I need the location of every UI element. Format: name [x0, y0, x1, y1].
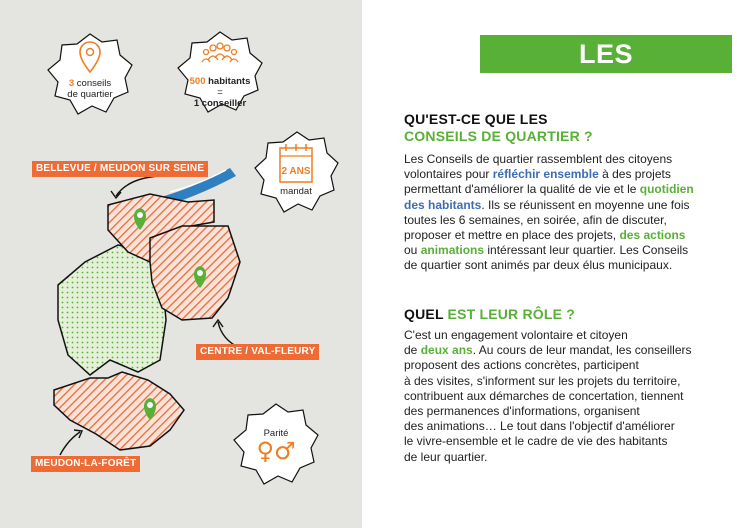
label-centre: CENTRE / VAL-FLEURY [196, 344, 319, 360]
conseils-line2: de quartier [67, 89, 113, 100]
conseils-line1: conseils [76, 78, 112, 89]
section2-paragraph: C'est un engagement volontaire et citoyen de deux ans. Au cours de leur mandat, les conseillers proposent des actions concrètes, participent à des visites, s'informent sur les projets du territoire, contribuent aux démarches de concertation, tiennent des permanences d'informations, organisent des animations… Le tout dans l'objectif d'améliorer le vivre-ensemble et le cadre de vie des habitants de leur quartier. [404, 328, 692, 464]
infographic-panel [0, 0, 362, 528]
district-foret [54, 372, 184, 450]
section1-paragraph: Les Conseils de quartier rassemblent des citoyens volontaires pour réfléchir ensemble à des projets permettant d'améliorer la qualité de vie et le quotidien des habitants. Ils se réunissent en moyenne une fois toutes les 6 semaines, en soirée, afin de discuter, proposer et mettre en place des projets, des actions ou animations intéressant leur quartier. Les Conseils de quartier sont animés par deux élus municipaux. [404, 152, 694, 273]
section1-heading: QU'EST-CE QUE LES CONSEILS DE QUARTIER ? [404, 111, 593, 144]
female-symbol: ♀ [256, 437, 275, 465]
badge-conseils [40, 30, 140, 118]
page-title: LES CONSEILLERS [480, 35, 732, 73]
habitants-count: 500 [189, 76, 206, 87]
badge-parite [226, 400, 326, 488]
habitants-line2: 1 conseiller [193, 98, 247, 109]
label-bellevue: BELLEVUE / MEUDON SUR SEINE [32, 161, 208, 177]
mandat-value: 2 ANS [281, 166, 311, 177]
map-pin-icon [40, 30, 140, 118]
male-symbol: ♂ [274, 437, 296, 465]
habitants-equals: = [217, 87, 223, 98]
parite-label: Parité [263, 428, 289, 439]
habitants-label: habitants [205, 76, 251, 87]
arrow-foret [60, 432, 80, 455]
section2-heading: QUEL EST LEUR RÔLE ? [404, 306, 575, 322]
conseils-count: 3 [68, 78, 75, 89]
badge-mandat [252, 128, 352, 216]
badge-habitants [170, 28, 270, 116]
mandat-label: mandat [280, 186, 312, 197]
label-foret: MEUDON-LA-FORÊT [31, 456, 140, 472]
arrow-bellevue [116, 176, 160, 196]
gender-symbols-icon [226, 438, 326, 464]
